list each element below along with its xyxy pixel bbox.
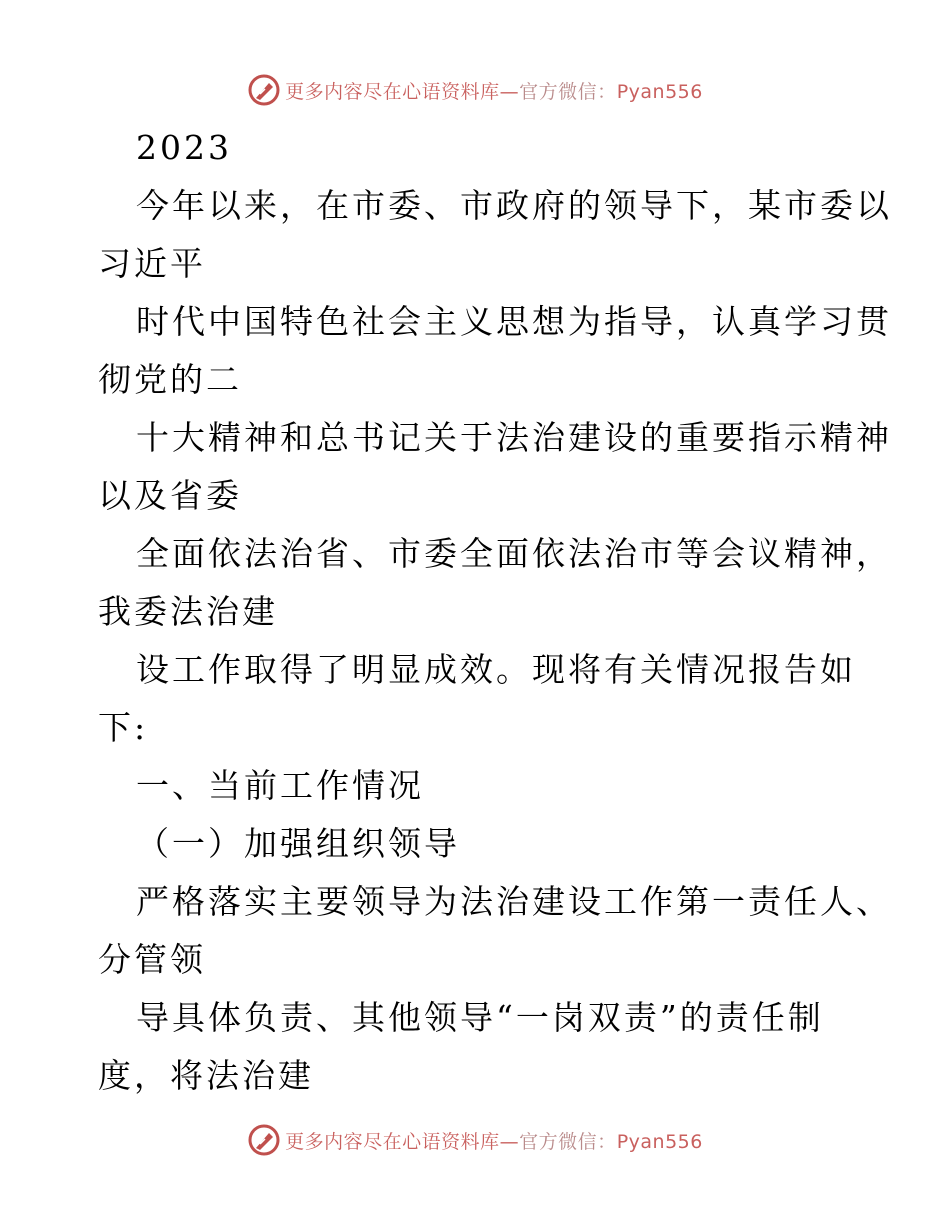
header-banner: [0, 70, 950, 110]
text-line: 习近平: [98, 244, 206, 283]
text-line: 度，将法治建: [98, 1056, 314, 1095]
text-line: 时代中国特色社会主义思想为指导，认真学习贯: [136, 302, 892, 341]
text-line: 今年以来，在市委、市政府的领导下，某市委以: [136, 186, 892, 225]
footer-banner-text: 更多内容尽在心语资料库—官方微信：Pyan556: [285, 1130, 703, 1153]
text-line: 分管领: [98, 940, 206, 979]
text-line: 设工作取得了明显成效。现将有关情况报告如: [136, 650, 856, 689]
footer-banner: [0, 1120, 950, 1160]
pen-nib-logo-icon: [247, 73, 281, 107]
text-line: 我委法治建: [98, 592, 278, 631]
header-banner-text: 更多内容尽在心语资料库—官方微信：Pyan556: [285, 80, 703, 103]
text-line: 彻党的二: [98, 360, 242, 399]
section-heading: 一、当前工作情况: [136, 766, 424, 805]
text-line: 2023: [136, 128, 232, 167]
text-line: 全面依法治省、市委全面依法治市等会议精神，: [136, 534, 892, 573]
text-line: 严格落实主要领导为法治建设工作第一责任人、: [136, 882, 892, 921]
subsection-heading: （一）加强组织领导: [136, 824, 460, 863]
text-line: 十大精神和总书记关于法治建设的重要指示精神: [136, 418, 892, 457]
text-line: 以及省委: [98, 476, 242, 515]
pen-nib-logo-icon: [247, 1123, 281, 1157]
text-line: 导具体负责、其他领导“一岗双责”的责任制: [136, 998, 824, 1037]
text-line: 下:: [98, 708, 149, 747]
